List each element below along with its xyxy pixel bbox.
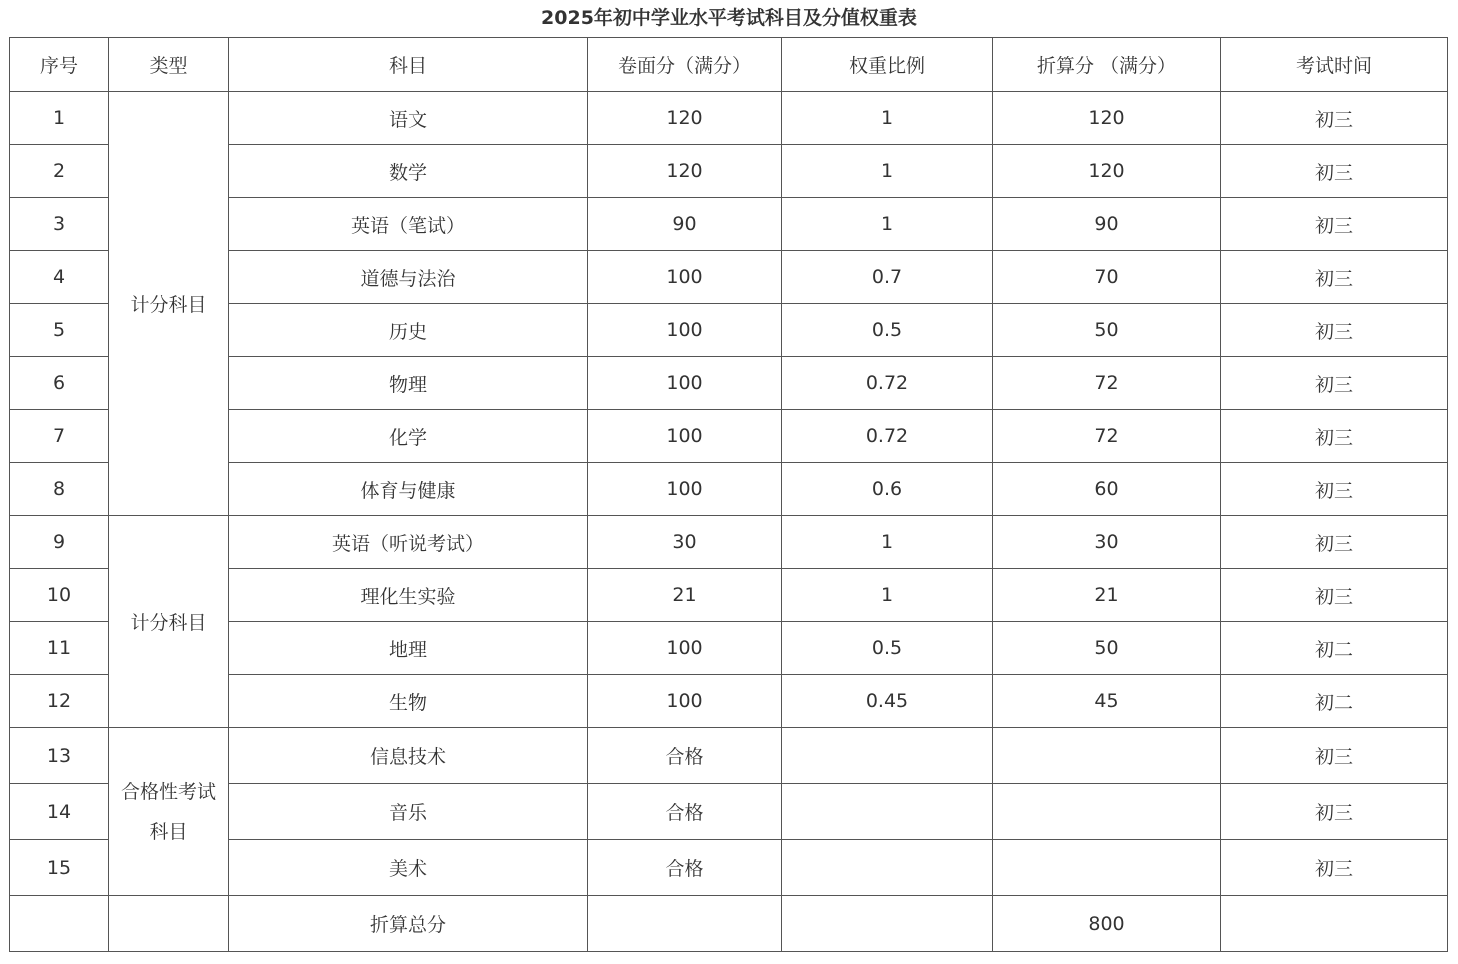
cell-no: 7 [10,410,109,463]
cell-converted-score: 60 [993,463,1221,516]
cell-exam-time: 初三 [1221,92,1448,145]
cell-weight: 0.5 [782,304,993,357]
cell-exam-time: 初三 [1221,357,1448,410]
cell-weight: 1 [782,569,993,622]
cell-subject: 化学 [229,410,588,463]
cell-converted-score: 45 [993,675,1221,728]
cell-converted-score [993,728,1221,784]
cell-converted-score: 50 [993,304,1221,357]
cell-paper-empty [588,896,782,952]
cell-no: 13 [10,728,109,784]
cell-no-empty [10,896,109,952]
cell-converted-score: 72 [993,410,1221,463]
cell-exam-time: 初三 [1221,304,1448,357]
cell-weight: 1 [782,516,993,569]
cell-subject: 语文 [229,92,588,145]
cell-weight: 0.7 [782,251,993,304]
cell-exam-time: 初三 [1221,516,1448,569]
cell-converted-score [993,840,1221,896]
score-weight-table [9,37,1448,952]
cell-exam-time: 初三 [1221,840,1448,896]
type-cell-group-1 [109,92,229,516]
cell-weight: 0.6 [782,463,993,516]
cell-no: 4 [10,251,109,304]
type-label-line2: 科目 [149,820,188,843]
cell-paper-score: 合格 [588,840,782,896]
table-header-row [10,38,1448,92]
cell-converted-score: 120 [993,92,1221,145]
cell-subject: 历史 [229,304,588,357]
cell-converted-score [993,784,1221,840]
cell-no: 3 [10,198,109,251]
cell-subject: 地理 [229,622,588,675]
cell-subject: 数学 [229,145,588,198]
cell-weight-empty [782,896,993,952]
cell-subject: 道德与法治 [229,251,588,304]
cell-paper-score: 30 [588,516,782,569]
total-value: 800 [993,896,1221,952]
cell-exam-time: 初三 [1221,784,1448,840]
cell-converted-score: 21 [993,569,1221,622]
cell-paper-score: 合格 [588,728,782,784]
cell-converted-score: 120 [993,145,1221,198]
cell-no: 9 [10,516,109,569]
cell-weight: 0.72 [782,410,993,463]
cell-no: 11 [10,622,109,675]
cell-weight: 1 [782,92,993,145]
cell-paper-score: 90 [588,198,782,251]
cell-no: 15 [10,840,109,896]
cell-converted-score: 70 [993,251,1221,304]
header-no: 序号 [10,38,109,92]
type-cell-group-3 [109,728,229,896]
cell-converted-score: 72 [993,357,1221,410]
cell-no: 5 [10,304,109,357]
table-row [10,728,1448,784]
cell-exam-time: 初二 [1221,675,1448,728]
cell-paper-score: 100 [588,675,782,728]
cell-no: 8 [10,463,109,516]
cell-exam-time: 初三 [1221,463,1448,516]
cell-subject: 英语（笔试） [229,198,588,251]
cell-weight: 0.5 [782,622,993,675]
header-type: 类型 [109,38,229,92]
cell-weight [782,784,993,840]
cell-subject: 体育与健康 [229,463,588,516]
cell-no: 6 [10,357,109,410]
cell-paper-score: 100 [588,463,782,516]
cell-subject: 音乐 [229,784,588,840]
cell-converted-score: 90 [993,198,1221,251]
header-subject: 科目 [229,38,588,92]
cell-exam-time: 初三 [1221,198,1448,251]
type-cell-group-2 [109,516,229,728]
cell-no: 12 [10,675,109,728]
table-row [10,516,1448,569]
cell-exam-time: 初三 [1221,728,1448,784]
cell-paper-score: 120 [588,145,782,198]
total-row [10,896,1448,952]
cell-weight [782,728,993,784]
cell-subject: 信息技术 [229,728,588,784]
table-row [10,92,1448,145]
cell-paper-score: 100 [588,251,782,304]
cell-exam-time: 初三 [1221,410,1448,463]
cell-no: 10 [10,569,109,622]
cell-subject: 美术 [229,840,588,896]
cell-exam-time: 初三 [1221,569,1448,622]
cell-weight: 0.45 [782,675,993,728]
cell-exam-time: 初三 [1221,251,1448,304]
cell-subject: 生物 [229,675,588,728]
cell-converted-score: 50 [993,622,1221,675]
header-exam-time: 考试时间 [1221,38,1448,92]
cell-paper-score: 100 [588,622,782,675]
type-label: 计分科目 [130,612,207,634]
cell-exam-time: 初三 [1221,145,1448,198]
header-converted-score: 折算分 （满分） [993,38,1221,92]
cell-paper-score: 120 [588,92,782,145]
cell-weight: 1 [782,198,993,251]
cell-subject: 理化生实验 [229,569,588,622]
header-weight: 权重比例 [782,38,993,92]
cell-subject: 英语（听说考试） [229,516,588,569]
cell-paper-score: 100 [588,304,782,357]
header-paper-score: 卷面分（满分） [588,38,782,92]
cell-time-empty [1221,896,1448,952]
cell-type-empty [109,896,229,952]
cell-exam-time: 初二 [1221,622,1448,675]
cell-no: 14 [10,784,109,840]
cell-weight [782,840,993,896]
total-label: 折算总分 [229,896,588,952]
type-label: 计分科目 [130,294,207,316]
cell-subject: 物理 [229,357,588,410]
cell-paper-score: 100 [588,357,782,410]
cell-no: 1 [10,92,109,145]
cell-weight: 1 [782,145,993,198]
cell-converted-score: 30 [993,516,1221,569]
cell-paper-score: 21 [588,569,782,622]
type-label: 合格性考试 [120,780,216,803]
cell-paper-score: 合格 [588,784,782,840]
cell-no: 2 [10,145,109,198]
page-title: 2025年初中学业水平考试科目及分值权重表 [541,7,917,29]
cell-paper-score: 100 [588,410,782,463]
cell-weight: 0.72 [782,357,993,410]
